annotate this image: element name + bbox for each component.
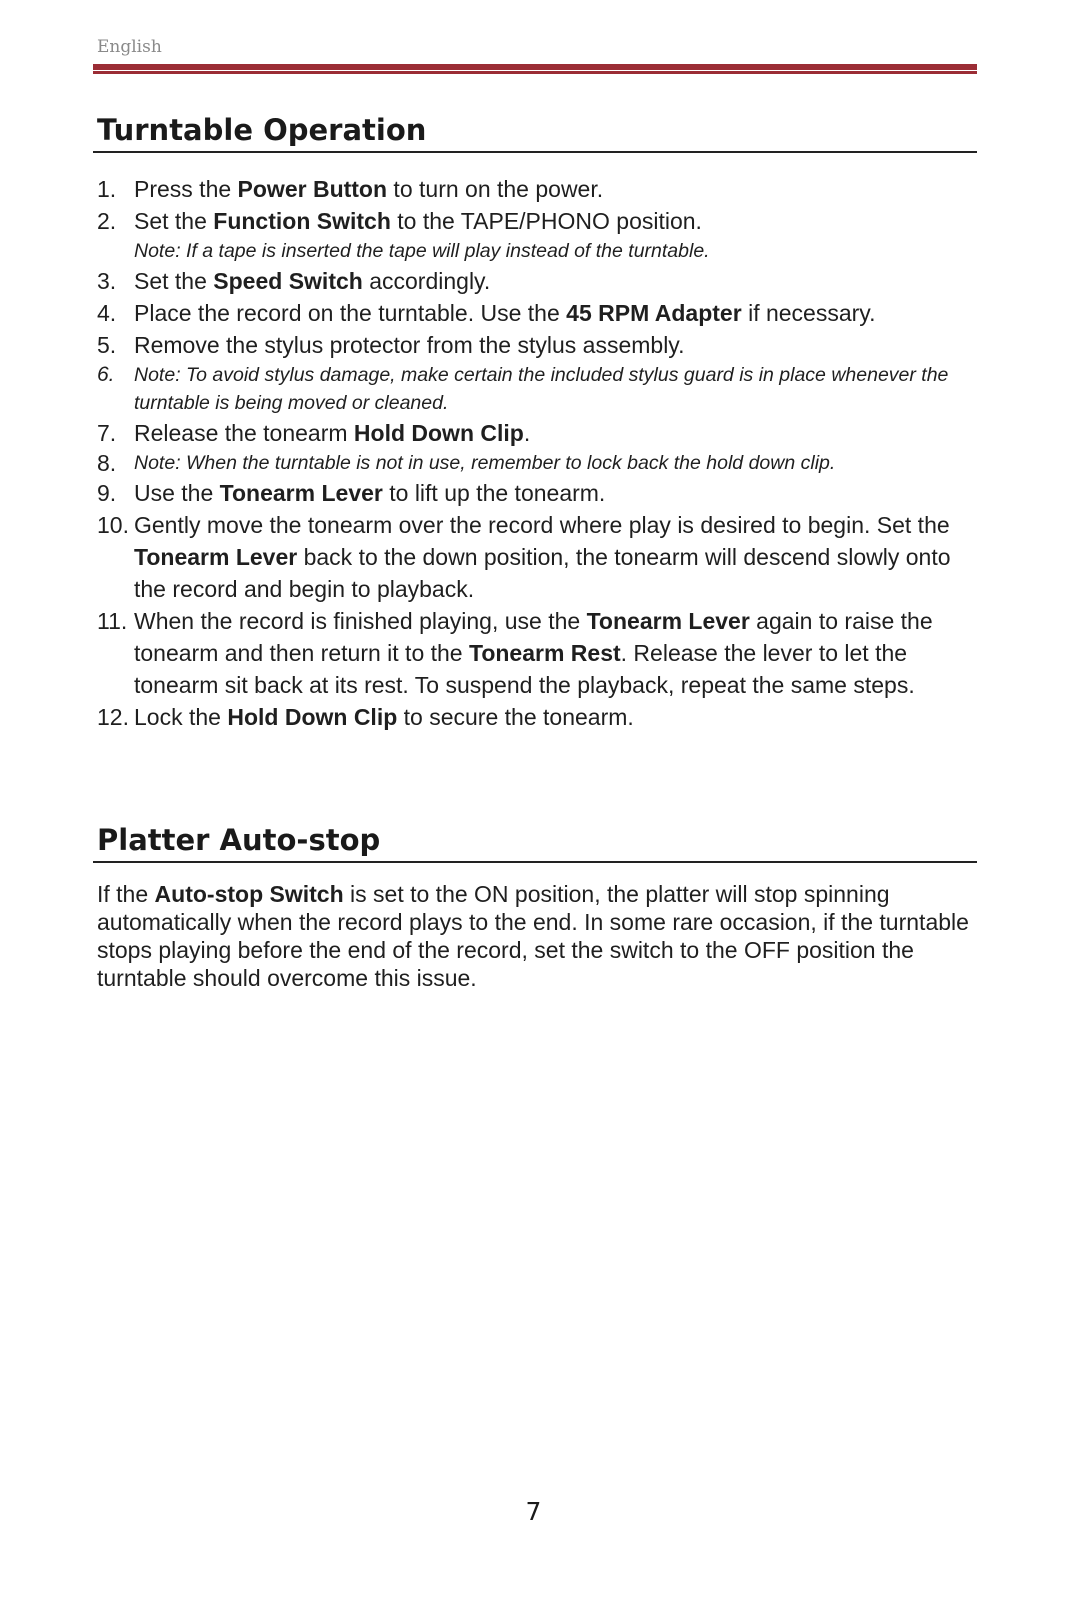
step-5 [97, 329, 977, 361]
step-text: Gently move the tonearm over the record where play is desired to begin. Set the Tonearm Lever back to the down position, the tonearm will descend slowly onto the record and begin to playback. [134, 512, 951, 602]
page-number: 7 [525, 1497, 542, 1526]
step-8 [97, 449, 977, 477]
step-number: 9. [97, 480, 117, 506]
step-number: 8. [97, 450, 117, 476]
header-language: English [97, 37, 162, 57]
step-number: 10. [97, 512, 129, 538]
step-4 [97, 297, 977, 329]
step-number: 6. [97, 363, 115, 386]
section-rule-2 [93, 861, 977, 863]
step-text: Press the Power Button to turn on the power. [134, 176, 604, 202]
section-title-turntable-operation: Turntable Operation [97, 113, 427, 147]
step-text: Release the tonearm Hold Down Clip. [134, 420, 531, 446]
step-note: Note: When the turntable is not in use, remember to lock back the hold down clip. [134, 452, 836, 474]
step-number: 11. [97, 608, 128, 634]
step-text: Set the Function Switch to the TAPE/PHONO position. [134, 208, 702, 234]
step-number: 3. [97, 268, 117, 294]
header-rule [93, 64, 977, 70]
step-number: 12. [97, 704, 129, 730]
step-12 [97, 701, 977, 733]
step-text: When the record is finished playing, use the Tonearm Lever again to raise the tonearm and then return it to the Tonearm Rest. Release the lever to let the tonearm sit back at its rest. To suspend the playback, repeat the same steps. [134, 608, 933, 698]
step-number: 4. [97, 300, 117, 326]
step-7 [97, 417, 977, 449]
step-10 [97, 509, 977, 605]
step-text: Lock the Hold Down Clip to secure the tonearm. [134, 704, 634, 730]
section-rule-1 [93, 151, 977, 153]
step-note: Note: To avoid stylus damage, make certain the included stylus guard is in place whenever the turntable is being moved or cleaned. [134, 364, 949, 414]
step-number: 2. [97, 208, 117, 234]
step-3 [97, 265, 977, 297]
step-number: 7. [97, 420, 117, 446]
step-11 [97, 605, 977, 701]
step-2 [97, 205, 977, 237]
step-note: Note: If a tape is inserted the tape will play instead of the turntable. [134, 240, 710, 262]
step-1 [97, 173, 977, 205]
step-text: Remove the stylus protector from the stylus assembly. [134, 332, 685, 358]
step-number: 5. [97, 332, 117, 358]
step-number: 1. [97, 176, 117, 202]
step-9 [97, 477, 977, 509]
step-text: Use the Tonearm Lever to lift up the tonearm. [134, 480, 606, 506]
step-6 [97, 361, 977, 417]
header-rule-thin [93, 71, 977, 74]
section-title-platter-auto-stop: Platter Auto-stop [97, 823, 381, 857]
operation-steps [97, 173, 977, 733]
step-text: Place the record on the turntable. Use the 45 RPM Adapter if necessary. [134, 300, 876, 326]
step-text: Set the Speed Switch accordingly. [134, 268, 491, 294]
autostop-paragraph: If the Auto-stop Switch is set to the ON position, the platter will stop spinning automatically when the record plays to the end. In some rare occasion, if the turntable stops playing before the end of the record, set the switch to the OFF position the turntable should overcome this issue. [97, 881, 969, 991]
